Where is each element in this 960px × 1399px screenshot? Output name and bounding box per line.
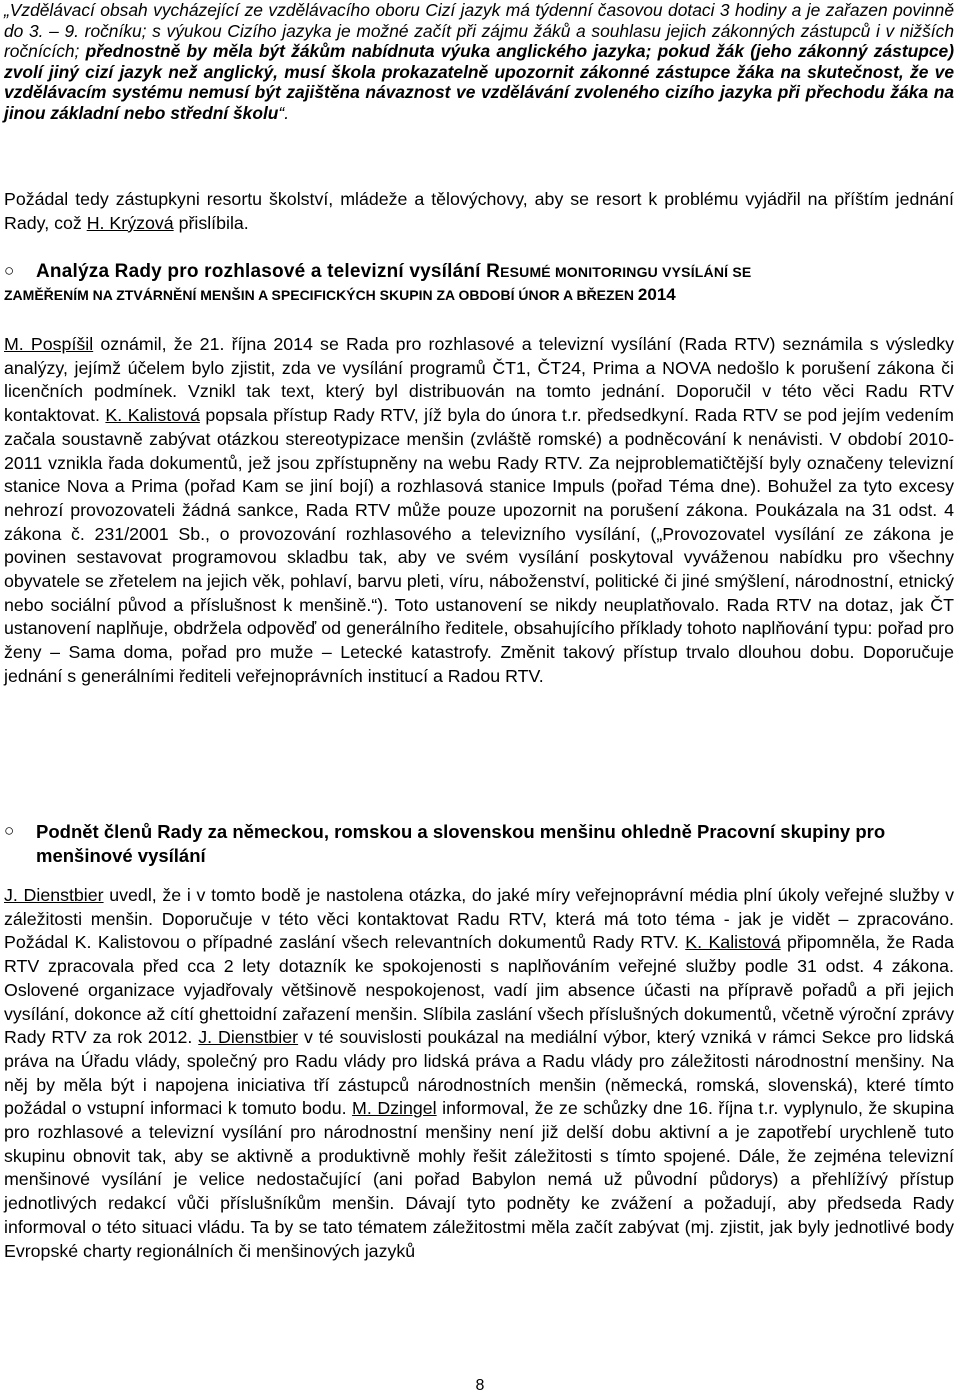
paragraph-analysis <box>4 333 954 689</box>
paragraph-request <box>4 188 954 235</box>
page-number: 8 <box>475 1377 485 1394</box>
text-run: oznámil, že 21. října 2014 se Rada pro rozhlasové a televizní vysílání (Rada RTV) seznámila s výsledky analýzy, jejímž účelem bylo zjistit, zda ve vysílání programů ČT1, ČT24, Prima a NOVA nedošlo k porušení zákona či licenčních podmínek. Vznikl tak text, který byl distribuován na tomto jednání. Doporučil v této věci Radu RTV kontaktovat. <box>4 334 954 426</box>
section-heading-initiative <box>4 820 956 868</box>
text-run: popsala přístup Rady RTV, jíž byla do února t.r. předsedkyní. Rada RTV se pod jejím vedením začala soustavně zabývat otázkou stereotypizace menšin (zvláště romské) a podněcování k nenávisti. V období 2010-2011 vznikla řada dokumentů, jež jsou zpřístupněny na webu Rady RTV. Za nejproblematičtější byly označeny televizní stanice Nova a Prima (pořad Kam se jiní bojí) a rozhlasová stanice Impuls (pořad Téma dne). Bohužel za tyto excesy nehrozí provozovateli žádná sankce, Rada RTV může pouze upozornit na porušení zákona. Poukázala na 31 odst. 4 zákona č. 231/2001 Sb., o provozování rozhlasového a televizního vysílání, („Provozovatel vysílání ze zákona je povinen sestavovat programovou skladbu tak, aby ve svém vysílání poskytoval vyváženou nabídku pro všechny obyvatele se zřetelem na jejich věk, pohlaví, barvu pleti, víru, náboženství, politické či jiné smýšlení, národnostní, etnický nebo sociální původ a příslušnost k menšině.“). Toto ustanovení se nikdy neuplatňovalo. Rada RTV na dotaz, jak ČT ustanovení naplňuje, obdržela odpověď od generálního ředitele, obsahujícího příklady tohoto naplňování typu: pořad pro ženy – Sama doma, pořad pro muže – Letecké katastrofy. Změnit takový přístup trvalo dlouhou dobu. Doporučuje jednání s generálními řediteli veřejnoprávních institucí a Radou RTV. <box>4 405 954 686</box>
text-run: informoval, že ze schůzky dne 16. října t.r. vyplynulo, že skupina pro rozhlasové a televizní vysílání pro národnostní menšiny není již delší dobu aktivní a je zapotřebí urychleně tuto skupinu obnovit tak, aby se aktivně a produktivně mohly řešit záležitosti s tímto spojené. Dále, že zejména televizní menšinové vysílání je velice nedostačující (ani pořad Babylon nemá už původní půdorys) a přehlížívý přístup jednotlivých redakcí vůči příslušníkům menšin. Dávají tyto podněty ke zvážení a požadují, aby předseda Rady informoval o této situaci vládu. Ta by se tato tématem záležitostmi měla začít zabývat (mj. zjistit, jak byly jednotlivé body Evropské charty regionálních či menšinových jazyků <box>4 1098 954 1261</box>
quote-segment: “. <box>278 102 290 123</box>
person-name: J. Dienstbier <box>198 1027 299 1048</box>
text-run: v té souvislosti poukázal na mediální výbor, který vzniká v rámci Sekce pro lidská práva na Úřadu vlády, společný pro Radu vlády pro lidská práva a Radu vlády pro záležitosti národnostní menšiny. Na něj by měla být i napojena iniciativa tří zástupců národnostních menšin (německá, romská, slovenská), které tímto požádal o vstupní informaci k tomuto bodu. <box>4 1027 955 1119</box>
person-name: K. Kalistová <box>685 932 781 953</box>
heading-smallcaps: ESUMÉ MONITORINGU VYSÍLÁNÍ SE <box>500 264 752 280</box>
text-run: uvedl, že i v tomto bodě je nastolena otázka, do jaké míry veřejnoprávní média plní úkoly veřejné služby v záležitosti menšin. Doporučuje v této věci kontaktovat Radu RTV, která má toto téma - jak je vidět – zpracováno. Požádal K. Kalistovou o případné zaslání všech relevantních dokumentů Rady RTV. <box>4 885 954 953</box>
heading-line <box>4 284 956 306</box>
heading-line <box>36 260 956 284</box>
heading-text: Analýza Rady pro rozhlasové a televizní vysílání R <box>36 261 501 282</box>
section-heading-analysis <box>4 260 956 306</box>
person-name: M. Pospíšil <box>4 334 94 354</box>
quote-segment-bold: přednostně by měla být žákům nabídnuta výuka anglického jazyka; pokud žák (jeho zákonný zástupce) zvolí jiný cizí jazyk než anglický, musí škola prokazatelně upozornit zákonné zástupce žáka na skutečnost, že ve vzdělávacím systému nemusí být zajištěna návaznost ve vzdělávání zvoleného cizího jazyka při přechodu žáka na jinou základní nebo střední školu <box>4 41 954 123</box>
quote-segment: „Vzdělávací obsah vycházející ze vzdělávacího oboru Cizí jazyk má týdenní časovou dotaci 3 hodiny a je zařazen povinně do 3. – 9. ročníku; s výukou Cizího jazyka je možné začít při zájmu žáků a souhlasu jejich zákonných zástupců i v nižších ročnících; <box>4 0 954 62</box>
circle-bullet-icon: ○ <box>4 261 15 280</box>
circle-bullet-icon: ○ <box>4 821 15 840</box>
person-name: J. Dienstbier <box>4 885 104 905</box>
text-run: Požádal tedy zástupkyni resortu školství, mládeže a tělovýchovy, aby se resort k problému vyjádřil na příštím jednání Rady, což <box>4 189 954 233</box>
heading-year: 2014 <box>637 285 676 304</box>
text-run: připomněla, že Rada RTV zpracovala před cca 2 lety dotazník ke spokojenosti s naplňováním veřejné služby podle 31 odst. 4 zákona. Oslovené organizace vyjadřovaly většinově nespokojenost, vadí jim absence účasti na přípravě pořadů a při jejich vysílání, dokonce až cítí ghettoidní zařazení menšin. Slíbila zaslání všech příslušných dokumentů, včetně výroční zprávy Rady RTV za rok 2012. <box>4 932 954 1048</box>
person-name: H. Krýzová <box>86 212 174 233</box>
paragraph-initiative <box>4 884 954 1263</box>
person-name: K. Kalistová <box>105 405 200 426</box>
text-run: přislíbila. <box>173 212 249 233</box>
heading-text: Podnět členů Rady za německou, romskou a slovenskou menšinu ohledně Pracovní skupiny pro menšinové vysílání <box>36 821 886 866</box>
heading-text: ZAMĚŘENÍM NA ZTVÁRNĚNÍ MENŠIN A SPECIFICKÝCH SKUPIN ZA OBDOBÍ ÚNOR A BŘEZEN <box>4 287 638 303</box>
person-name: M. Dzingel <box>352 1098 437 1119</box>
quoted-curriculum-text <box>4 0 954 124</box>
